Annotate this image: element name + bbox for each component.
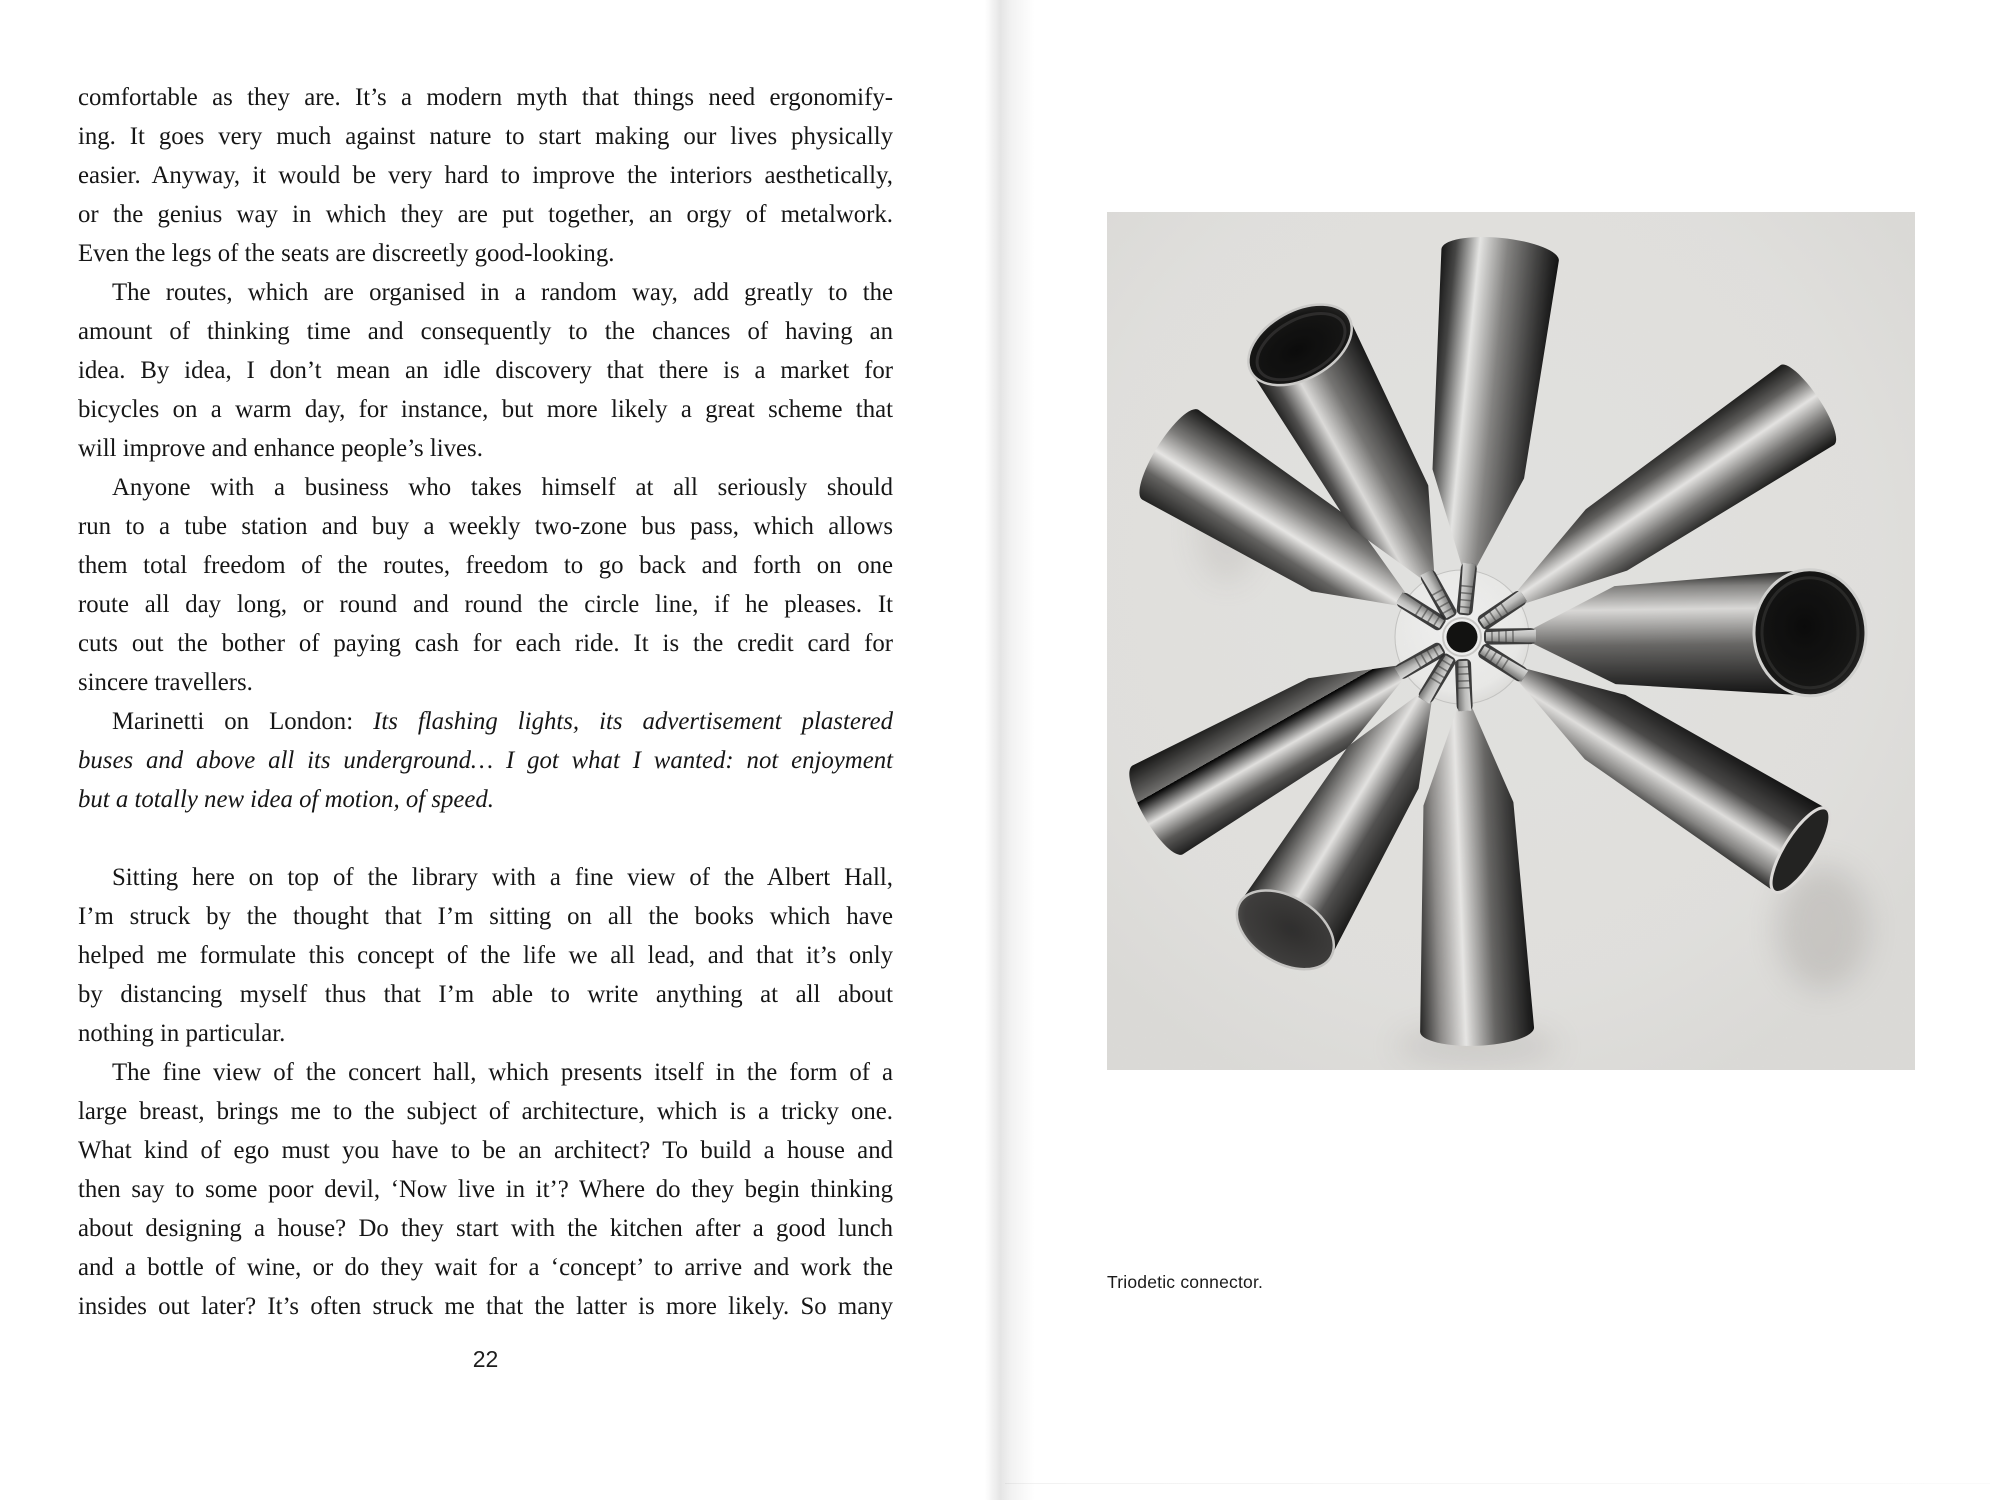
text-run: easier. Anyway, it would be very hard to improve the interiors aesthetically, <box>78 162 893 189</box>
text-run: The routes, which are organised in a random way, add greatly to the <box>112 279 893 306</box>
text-line <box>78 624 893 663</box>
text-line <box>78 429 893 468</box>
text-line <box>78 858 893 897</box>
text-run: will improve and enhance people’s lives. <box>78 435 483 462</box>
text-run: large breast, brings me to the subject of architecture, which is a tricky one. <box>78 1098 893 1125</box>
text-run: then say to some poor devil, ‘Now live in it’? Where do they begin thinking <box>78 1176 893 1203</box>
text-run: Sitting here on top of the library with a fine view of the Albert Hall, <box>112 864 893 891</box>
text-line <box>78 1248 893 1287</box>
text-line <box>78 1131 893 1170</box>
text-run: ing. It goes very much against nature to start making our lives physically <box>78 123 893 150</box>
text-line <box>78 117 893 156</box>
text-run: bicycles on a warm day, for instance, but more likely a great scheme that <box>78 396 893 423</box>
text-line <box>78 897 893 936</box>
italic-text-run: Its flashing lights, its advertisement plastered <box>373 708 893 735</box>
text-line <box>78 936 893 975</box>
text-run: sincere travellers. <box>78 669 253 696</box>
text-run: them total freedom of the routes, freedom to go back and forth on one <box>78 552 893 579</box>
text-line <box>78 546 893 585</box>
text-line <box>78 390 893 429</box>
text-column <box>78 78 893 1326</box>
italic-text-run: but a totally new idea of motion, of speed. <box>78 786 494 813</box>
text-line <box>78 273 893 312</box>
paragraph-spacer <box>78 819 893 858</box>
text-run: helped me formulate this concept of the life we all lead, and that it’s only <box>78 942 893 969</box>
text-line <box>78 1092 893 1131</box>
text-run: and a bottle of wine, or do they wait for a ‘concept’ to arrive and work the <box>78 1254 893 1281</box>
text-run: or the genius way in which they are put together, an orgy of metalwork. <box>78 201 893 228</box>
text-line <box>78 1287 893 1326</box>
text-run: amount of thinking time and consequently to the chances of having an <box>78 318 893 345</box>
photo-caption: Triodetic connector. <box>1107 1272 1264 1292</box>
text-line <box>78 507 893 546</box>
text-line <box>78 780 893 819</box>
text-run: about designing a house? Do they start with the kitchen after a good lunch <box>78 1215 893 1242</box>
text-run: Marinetti on London: <box>112 708 374 735</box>
text-run: nothing in particular. <box>78 1020 286 1047</box>
film-grain <box>1107 212 1915 1070</box>
text-run: insides out later? It’s often struck me that the latter is more likely. So many <box>78 1293 893 1320</box>
text-line <box>78 468 893 507</box>
text-line <box>78 195 893 234</box>
text-line <box>78 1053 893 1092</box>
text-line <box>78 741 893 780</box>
gutter-shadow <box>985 0 1040 1500</box>
text-run: comfortable as they are. It’s a modern myth that things need ergonomify- <box>78 84 893 111</box>
text-line <box>78 663 893 702</box>
text-line <box>78 1014 893 1053</box>
text-run: cuts out the bother of paying cash for each ride. It is the credit card for <box>78 630 893 657</box>
text-run: The fine view of the concert hall, which presents itself in the form of a <box>112 1059 893 1086</box>
text-line <box>78 702 893 741</box>
text-run: What kind of ego must you have to be an architect? To build a house and <box>78 1137 893 1164</box>
text-line <box>78 585 893 624</box>
text-run: run to a tube station and buy a weekly two-zone bus pass, which allows <box>78 513 893 540</box>
page-bottom-edge <box>1005 1483 1990 1484</box>
page-number: 22 <box>472 1346 499 1372</box>
text-run: by distancing myself thus that I’m able to write anything at all about <box>78 981 893 1008</box>
triodetic-connector-photo <box>1107 212 1915 1070</box>
text-line <box>78 351 893 390</box>
text-line <box>78 78 893 117</box>
text-line <box>78 156 893 195</box>
text-line <box>78 312 893 351</box>
italic-text-run: buses and above all its underground… I got what I wanted: not enjoyment <box>78 747 893 774</box>
text-line <box>78 975 893 1014</box>
text-run: I’m struck by the thought that I’m sitting on all the books which have <box>78 903 893 930</box>
text-run: route all day long, or round and round the circle line, if he pleases. It <box>78 591 893 618</box>
text-run: Even the legs of the seats are discreetly good-looking. <box>78 240 615 267</box>
text-line <box>78 234 893 273</box>
text-line <box>78 1170 893 1209</box>
text-run: idea. By idea, I don’t mean an idle discovery that there is a market for <box>78 357 893 384</box>
text-line <box>78 1209 893 1248</box>
text-run: Anyone with a business who takes himself at all seriously should <box>112 474 893 501</box>
photo-figure <box>1107 212 1915 1070</box>
